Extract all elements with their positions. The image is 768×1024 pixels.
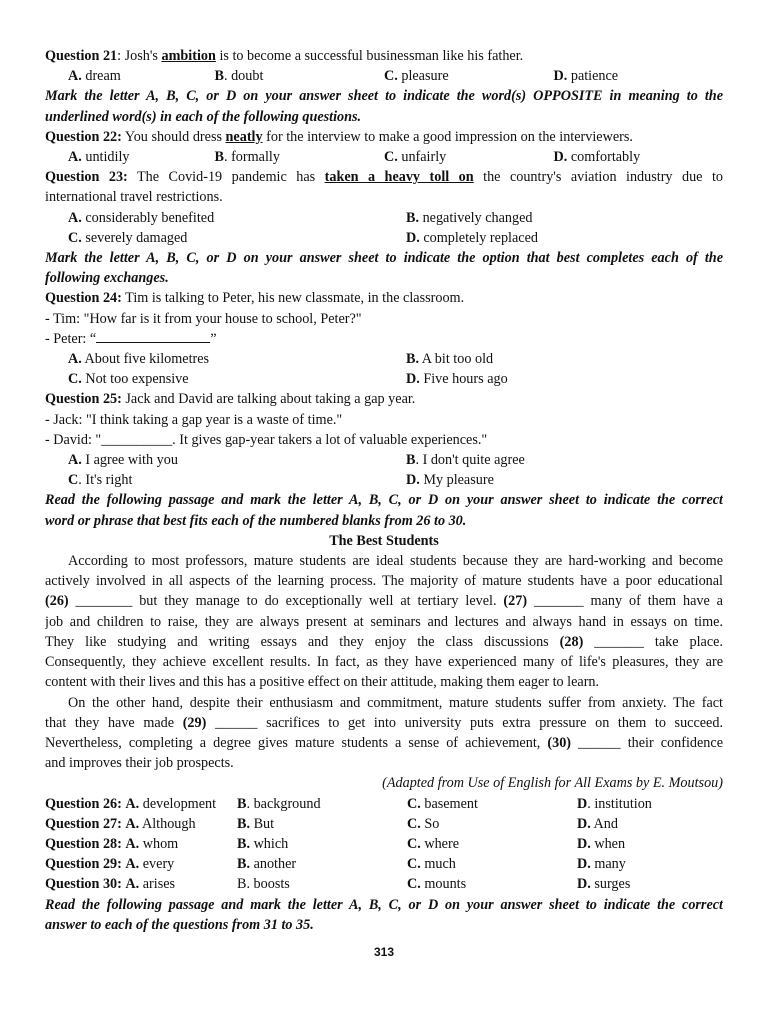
underlined-keyword: neatly [225, 128, 263, 145]
question-30: Question 30: A. arises B. boosts C. mounts D. surges [45, 876, 631, 893]
instruction-exchanges-line2: following exchanges. [45, 270, 169, 287]
question-23-options-row2 [45, 228, 723, 248]
question-23: Question 23: The Covid-19 pandemic has taken a heavy toll on the country's aviation industry due to [45, 169, 723, 186]
option-c: C. unfairly [384, 149, 447, 166]
question-label: Question 24: [45, 290, 122, 307]
option-b: B. negatively changed [406, 209, 533, 226]
question-25: Question 25: Jack and David are talking about taking a gap year. [45, 391, 416, 408]
dialogue-david: - David: "__________. It gives gap-year takers a lot of valuable experiences." [45, 431, 488, 448]
question-22-options [45, 147, 723, 167]
passage-paragraph-2: On the other hand, despite their enthusiasm and commitment, mature students suffer from anxiety. The fact that they have made (29) ______ sacrifices to get into university puts extra pressure on them to succeed. Nevertheless, completing a degree gives mature students a sense of achievement, (30) ______ their confidence and improves their job prospects. [45, 694, 723, 772]
question-21-options [45, 66, 723, 86]
dialogue-peter: - Peter: “ ” [45, 330, 217, 347]
question-26: Question 26: A. development B. background C. basement D. institution [45, 795, 652, 812]
option-b: B. doubt [214, 68, 264, 85]
passage-paragraph-1: According to most professors, mature students are ideal students because they are hard-working and become actively involved in all aspects of the learning process. The majority of mature students have a poor educational (26) ________ but they manage to do exceptionally well at tertiary level. (27) _______ many of them have a job and children to raise, they are always present at seminars and lectures and always hand in essays on time. They like studying and writing essays and they enjoy the class discussions (28) _______ take place. Consequently, they achieve excellent results. In fact, as they have experienced many of life's pleasures, they are content with their lives and this has a positive effect on their attitude, making them eager to learn. [45, 553, 723, 691]
page-number: 313 [373, 945, 395, 959]
question-21: Question 21: Josh's ambition is to become a successful businessman like his father. [45, 48, 524, 64]
option-b: B. formally [214, 149, 280, 166]
exam-content [45, 46, 723, 935]
passage-title: The Best Students [329, 532, 439, 549]
instruction-passage-2-line2: answer to each of the questions from 31 to 35. [45, 916, 314, 933]
option-a: A. untidily [68, 149, 130, 166]
question-label: Question 23: [45, 169, 128, 186]
question-24-options-row2 [45, 369, 723, 389]
question-23-options-row1 [45, 208, 723, 228]
instruction-exchanges: Mark the letter A, B, C, or D on your answer sheet to indicate the option that best completes each of the [45, 250, 723, 267]
question-24: Question 24: Tim is talking to Peter, his new classmate, in the classroom. [45, 290, 465, 307]
passage-source: (Adapted from Use of English for All Exams by E. Moutsou) [382, 775, 723, 792]
question-25-options-row1 [45, 450, 723, 470]
option-c: C. pleasure [384, 68, 449, 85]
option-d: D. comfortably [553, 149, 641, 166]
answer-blank [96, 329, 210, 343]
question-23-line2: international travel restrictions. [45, 189, 223, 206]
question-27: Question 27: A. Although B. But C. So D. And [45, 815, 618, 832]
option-c: C. It's right [68, 472, 133, 489]
question-28: Question 28: A. whom B. which C. where D. when [45, 835, 626, 852]
option-d: D. completely replaced [406, 229, 538, 246]
instruction-passage: Read the following passage and mark the letter A, B, C, or D on your answer sheet to indicate the correct [45, 492, 723, 509]
underlined-keyword: taken a heavy toll on [324, 169, 474, 186]
option-b: B. A bit too old [406, 351, 494, 368]
option-d: D. patience [553, 68, 619, 85]
question-label: Question 22: [45, 128, 122, 145]
instruction-opposite-line2: underlined word(s) in each of the following questions. [45, 108, 362, 125]
question-22: Question 22: You should dress neatly for the interview to make a good impression on the interviewers. [45, 128, 633, 145]
questions-26-30 [45, 794, 723, 895]
option-b: B. I don't quite agree [406, 452, 525, 469]
option-c: C. severely damaged [68, 229, 188, 246]
instruction-passage-2: Read the following passage and mark the letter A, B, C, or D on your answer sheet to indicate the correct [45, 896, 723, 913]
underlined-keyword: ambition [161, 48, 216, 64]
instruction-passage-line2: word or phrase that best fits each of the numbered blanks from 26 to 30. [45, 512, 467, 529]
option-c: C. Not too expensive [68, 371, 189, 388]
question-label: Question 25: [45, 391, 122, 408]
question-29: Question 29: A. every B. another C. much D. many [45, 856, 626, 873]
option-a: A. considerably benefited [68, 209, 215, 226]
option-a: A. I agree with you [68, 452, 178, 469]
option-d: D. Five hours ago [406, 371, 508, 388]
question-25-options-row2 [45, 470, 723, 490]
question-24-options-row1 [45, 349, 723, 369]
option-a: A. dream [68, 68, 121, 85]
dialogue-jack: - Jack: "I think taking a gap year is a waste of time." [45, 411, 343, 428]
instruction-opposite: Mark the letter A, B, C, or D on your answer sheet to indicate the word(s) OPPOSITE in meaning to the [45, 88, 723, 105]
dialogue-tim: - Tim: "How far is it from your house to school, Peter?" [45, 310, 362, 327]
option-a: A. About five kilometres [68, 351, 210, 368]
option-d: D. My pleasure [406, 472, 494, 489]
question-label: Question 21 [45, 48, 118, 64]
